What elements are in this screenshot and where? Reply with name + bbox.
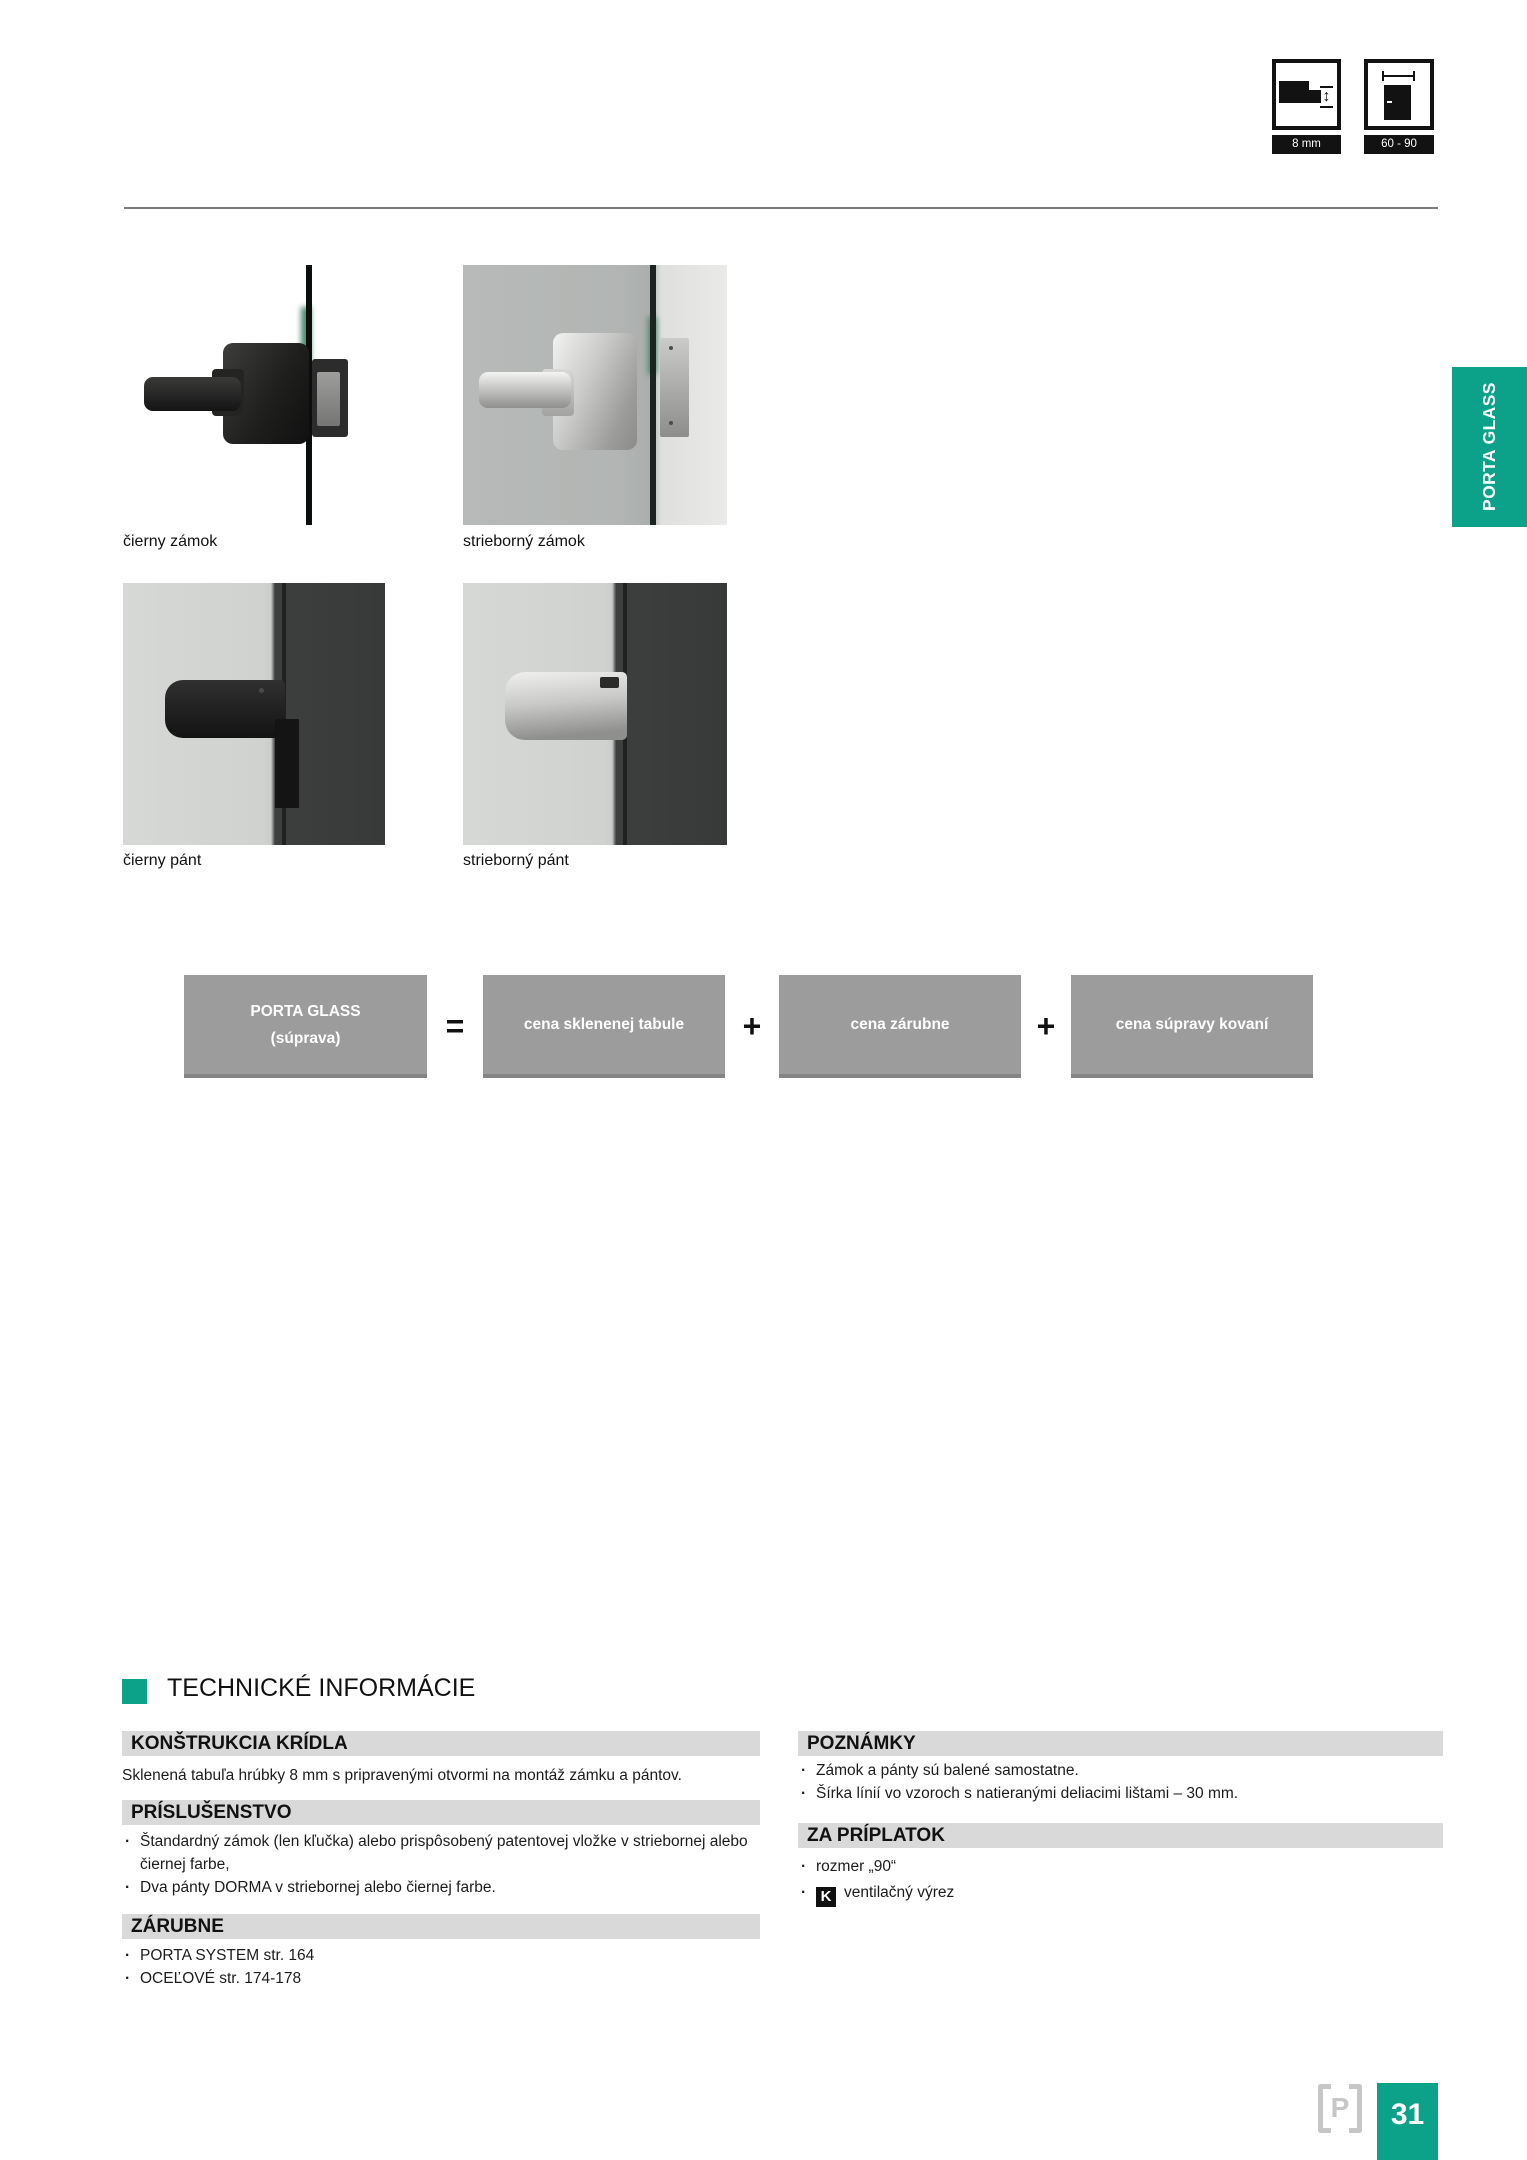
plus-sign: + [742,1008,762,1044]
list-item: · Dva pánty DORMA v striebornej alebo čiernej farbe. [122,1876,770,1899]
caption-black-lock: čierny zámok [123,533,218,550]
lever-handle [144,377,241,411]
hinge-arm [165,680,286,738]
caption-silver-lock: strieborný zámok [463,533,585,550]
formula-result-line1: PORTA GLASS [250,1002,361,1020]
tech-info-heading: TECHNICKÉ INFORMÁCIE [167,1674,476,1702]
photo-silver-lock [463,265,727,525]
zarubne-list [122,1944,762,1990]
ventilation-cutout-icon: K [816,1887,836,1907]
keeper-plate [660,338,689,437]
formula-term-hardware-price: cena súpravy kovaní [1071,975,1313,1078]
side-tab-porta-glass: PORTA GLASS [1452,367,1527,527]
formula-result-box [184,975,427,1078]
list-item: · PORTA SYSTEM str. 164 [122,1944,762,1967]
top-divider [124,207,1438,209]
section-title-zarubne: ZÁRUBNE [122,1914,760,1939]
glass-edge [650,265,656,525]
section-title-poznamky: POZNÁMKY [798,1731,1443,1756]
page-number-badge: 31 [1377,2083,1438,2160]
logo-letter: P [1330,2092,1350,2123]
section-title-konstrukcia: KONŠTRUKCIA KRÍDLA [122,1731,760,1756]
list-item: · Šírka línií vo vzoroch s natieranými deliacimi lištami – 30 mm. [798,1782,1448,1805]
photo-black-lock [123,265,385,525]
poznamky-list [798,1759,1448,1805]
za-priplatok-list [798,1854,1448,1907]
formula-result-line2: (súprava) [270,1029,341,1047]
door-width-label: 60 - 90 [1364,135,1434,154]
prislusenstvo-list [122,1830,770,1899]
width-measure-line [1382,75,1415,77]
list-item: · rozmer „90“ [798,1854,1448,1880]
glass-thickness-icon [1272,59,1341,130]
door-width-icon [1364,59,1434,130]
caption-silver-hinge: strieborný pánt [463,852,569,869]
porta-logo [1318,2084,1362,2133]
thickness-arrow-icon: ↕ [1322,88,1331,105]
list-item [798,1880,1448,1907]
konstrukcia-paragraph: Sklenená tabuľa hrúbky 8 mm s pripravenými otvormi na montáž zámku a pántov. [122,1767,682,1784]
section-title-prislusenstvo: PRÍSLUŠENSTVO [122,1800,760,1825]
list-item: · Zámok a pánty sú balené samostatne. [798,1759,1448,1782]
door-handle-dot [1387,101,1392,103]
section-title-za-priplatok: ZA PRÍPLATOK [798,1823,1443,1848]
equals-sign: = [445,1008,465,1044]
formula-term-glass-price: cena sklenenej tabule [483,975,725,1078]
hinge-pin [620,735,641,814]
plus-sign: + [1036,1008,1056,1044]
lever-handle [479,372,571,408]
hinge-pin [275,719,299,808]
photo-black-hinge [123,583,385,845]
section-marker-square [122,1679,147,1704]
latch-plate [317,372,341,427]
list-item: · Štandardný zámok (len kľučka) alebo prispôsobený patentovej vložke v striebornej alebo čiernej farbe, [122,1830,770,1876]
photo-silver-hinge [463,583,727,845]
list-item-text: ventilačný výrez [844,1884,955,1901]
formula-term-frame-price: cena zárubne [779,975,1021,1078]
glass-thickness-label: 8 mm [1272,135,1341,154]
caption-black-hinge: čierny pánt [123,852,202,869]
list-item: · OCEĽOVÉ str. 174-178 [122,1967,762,1990]
